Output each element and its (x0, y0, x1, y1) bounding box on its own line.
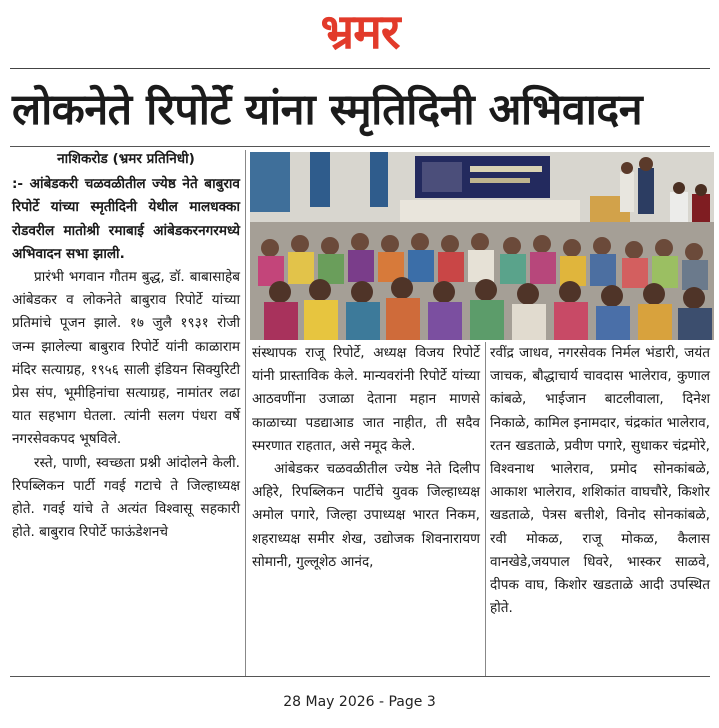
column-divider (485, 342, 486, 676)
masthead-logo: भ्रमर (320, 4, 400, 60)
article-paragraph: आंबेडकर चळवळीतील ज्येष्ठ नेते दिलीप अहिरे, रिपब्लिकन पार्टीचे युवक जिल्हाध्यक्ष अमोल पगारे, जिल्हा उपाध्यक्ष भारत निकम, शहराध्यक्ष समीर शेख, उद्योजक शिवनारायण सोमानी, गुल्लूशेठ आनंद, (252, 461, 480, 570)
column-divider (245, 150, 246, 676)
divider (10, 676, 710, 677)
article-paragraph: प्रारंभी भगवान गौतम बुद्ध, डॉ. बाबासाहेब आंबेडकर व लोकनेते बाबुराव रिपोर्टे यांच्या प्रतिमांचे पूजन झाले. १७ जुलै १९३१ रोजी जन्म झालेल्या बाबुराव रिपोर्टे यांनी काळाराम मंदिर सत्याग्रह, १९५६ साली इंडियन सिक्युरिटी प्रेस संप, भूमीहिनांचा सत्याग्रह, नामांतर लढा यात सहभाग घेतला. त्यांनी सलग पंधरा वर्षे नगरसेवकपद भूषविले. (12, 269, 240, 448)
event-photo (250, 152, 714, 340)
divider (10, 68, 710, 69)
page-footer: 28 May 2026 - Page 3 (283, 694, 436, 710)
article-paragraph: रस्ते, पाणी, स्वच्छता प्रश्नी आंदोलने केली. रिपब्लिकन पार्टी गवई गटाचे ते जिल्हाध्यक्ष होते. गवई यांचे ते अत्यंत विश्वासू सहकारी होते. बाबुराव रिपोर्टे फाऊंडेशनचे (12, 454, 240, 541)
article-paragraph: :- आंबेडकरी चळवळीतील ज्येष्ठ नेते बाबुराव रिपोर्टे यांच्या स्मृतीदिनी येथील मालधक्का रोडवरील मातोश्री रमाबाई आंबेडकरनगरमध्ये अभिवादन सभा झाली. (12, 176, 240, 262)
article-column-3 (490, 342, 710, 620)
article-column-1 (12, 148, 240, 544)
headline: लोकनेते रिपोर्टे यांना स्मृतिदिनी अभिवादन (12, 85, 643, 135)
masthead (0, 0, 719, 66)
article-paragraph: संस्थापक राजू रिपोर्टे, अध्यक्ष विजय रिपोर्टे यांनी प्रास्ताविक केले. मान्यवरांनी रिपोर्टे यांच्या आठवणींना उजाळा देताना महान माणसे काळाच्या पडद्याआड जात नाहीत, ती सदैव स्मरणात राहतात, असे नमूद केले. (252, 345, 480, 454)
dateline: नाशिकरोड (भ्रमर प्रतिनिधी) (57, 151, 195, 167)
divider (10, 146, 710, 147)
article-column-2 (252, 342, 480, 574)
article-paragraph: रवींद्र जाधव, नगरसेवक निर्मल भंडारी, जयंत जाचक, बौद्धाचार्य चावदास भालेराव, कुणाल कांबळे, भाईजान बाटलीवाला, दिनेश निकाळे, कामिल इनामदार, चंद्रकांत भालेराव, रतन खडताळे, प्रवीण पगारे, सुधाकर चंद्रमोरे, विश्वनाथ भालेराव, प्रमोद सोनकांबळे, आकाश भालेराव, शशिकांत वाघचौरे, किशोर खडताळे, पेत्रस बत्तीशे, विनोद सोनकांबळे, रवी मोकळ, राजू मोकळ, कैलास वानखेडे,जयपाल धिवरे, भास्कर साळवे, दीपक वाघ, किशोर खडताळे आदी उपस्थित होते. (490, 345, 710, 617)
